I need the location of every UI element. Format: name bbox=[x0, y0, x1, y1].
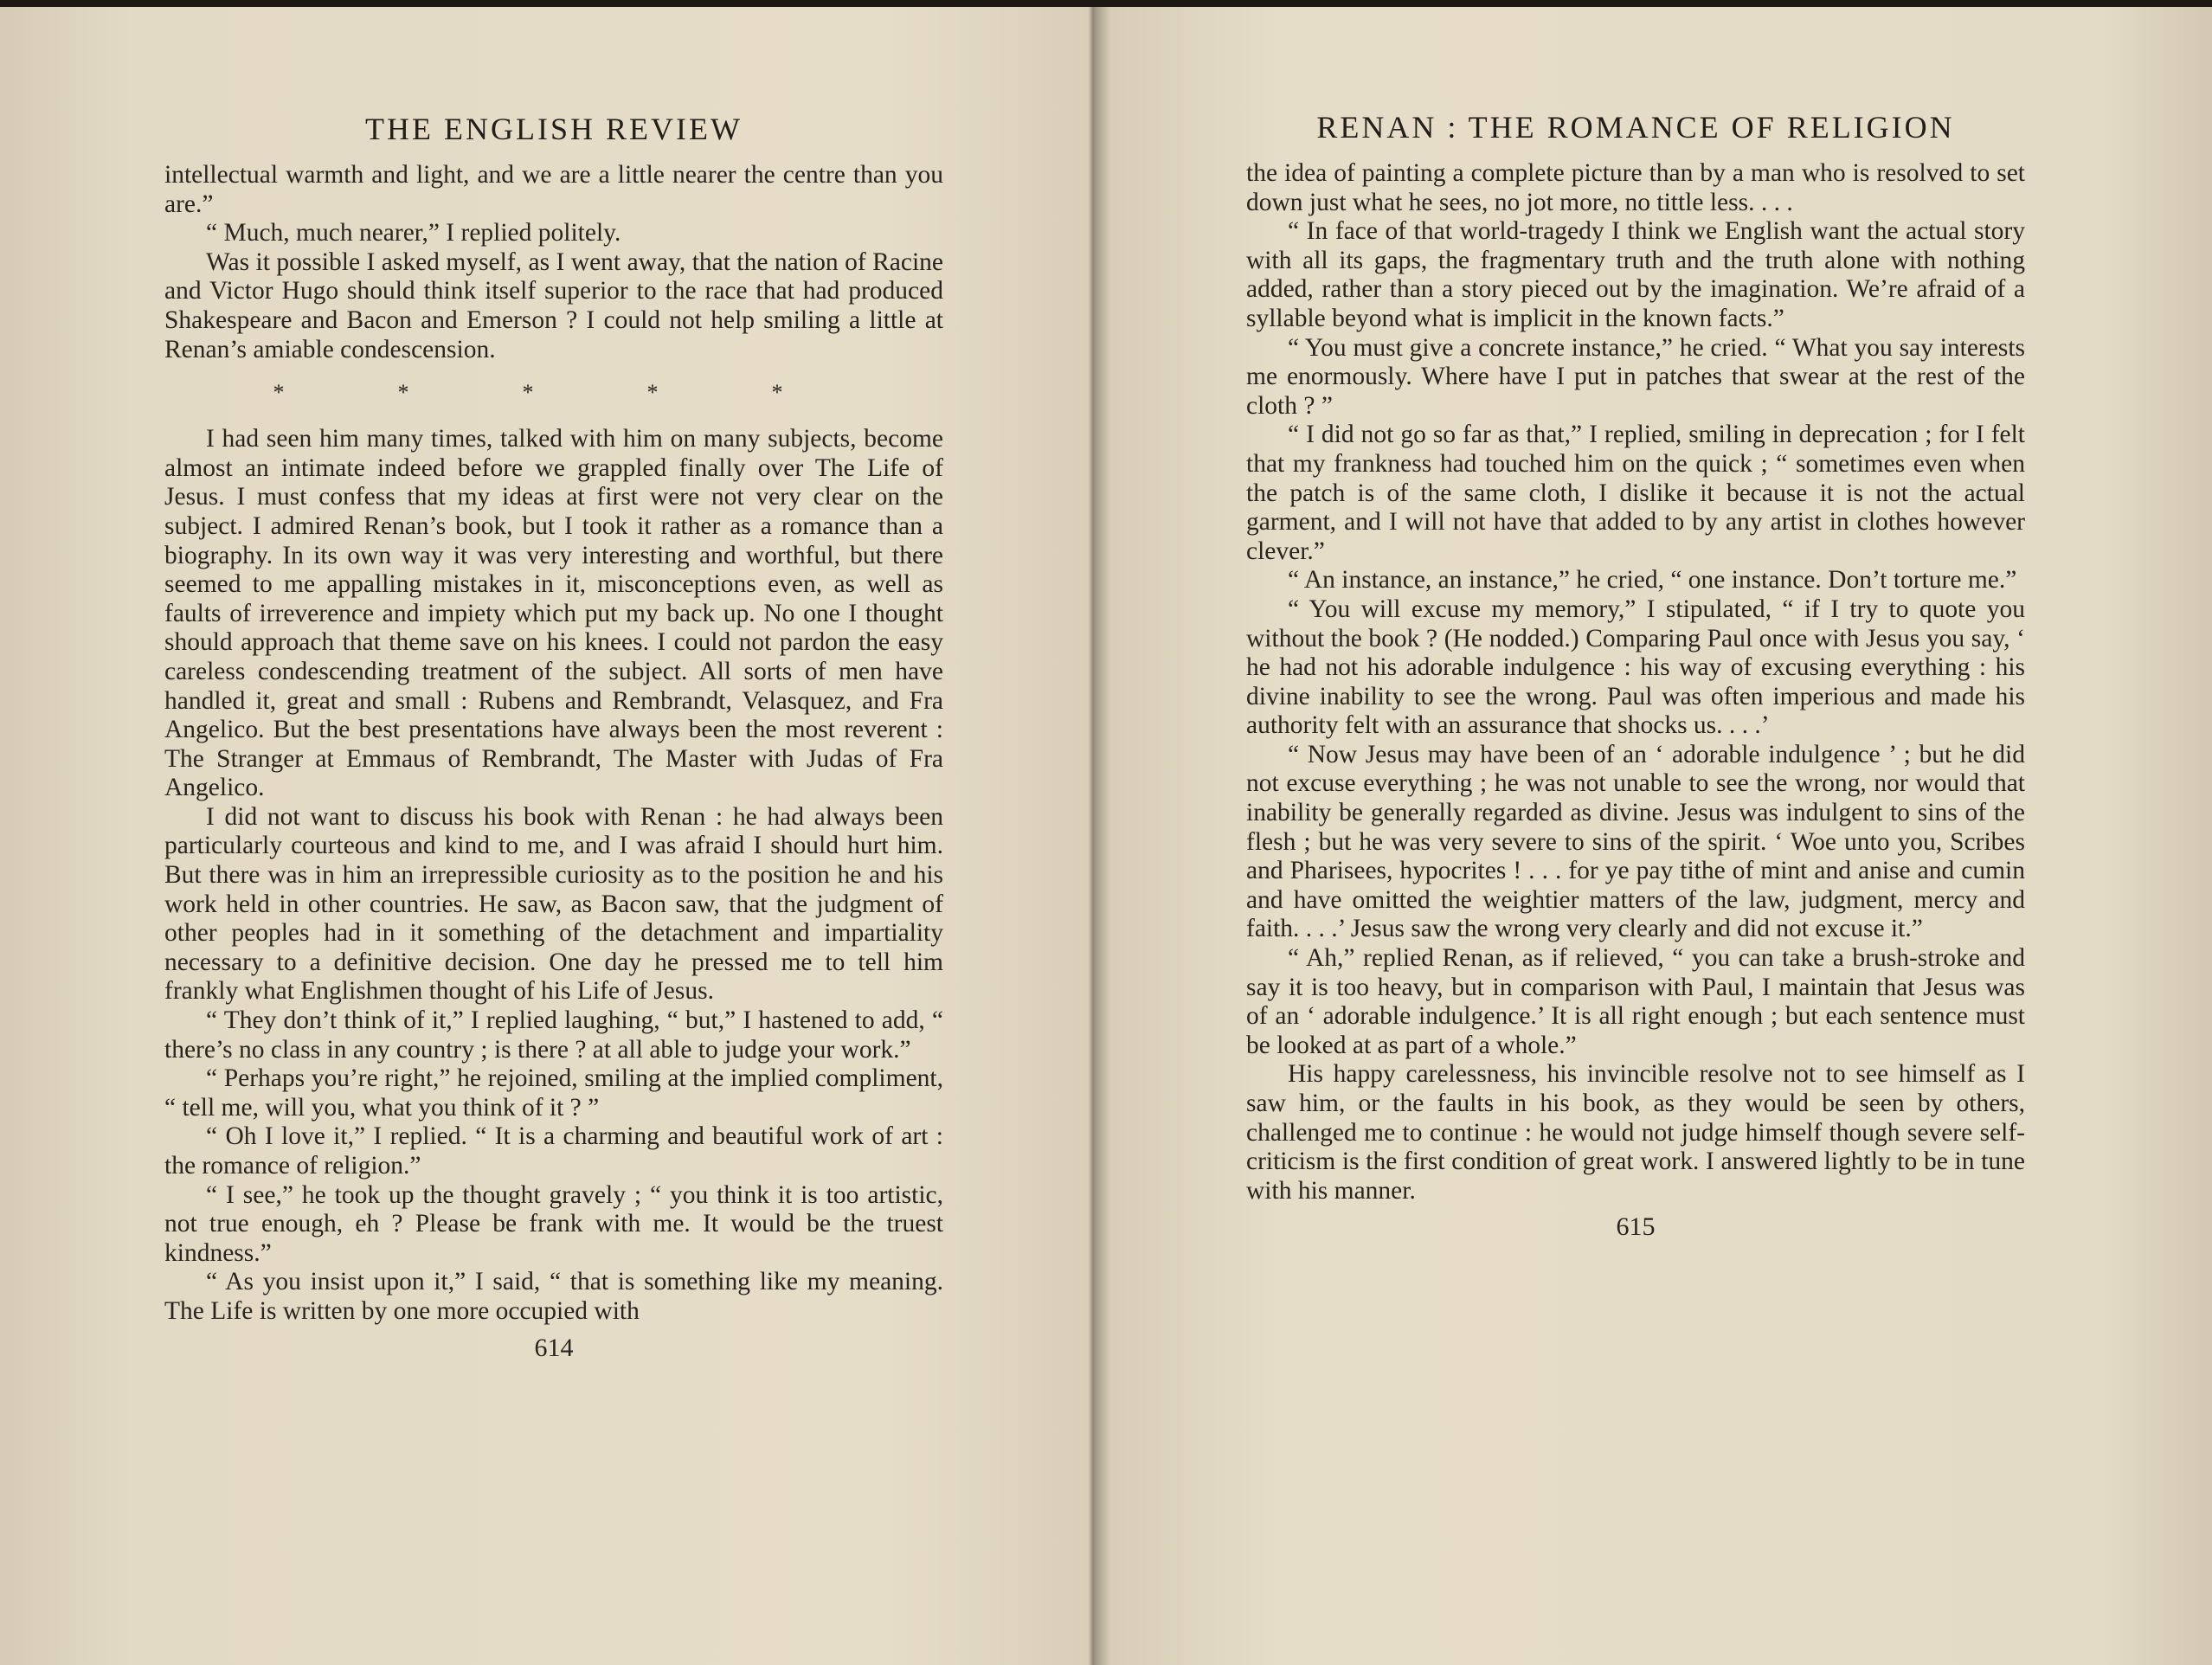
paragraph: “ An instance, an instance,” he cried, “ one instance. Don’t torture me.” bbox=[1288, 566, 2017, 595]
book-spread bbox=[0, 7, 2212, 1665]
book-gutter bbox=[1089, 7, 1097, 1665]
page-number-left: 614 bbox=[534, 1333, 574, 1362]
paragraph: “ Perhaps you’re right,” he rejoined, smiling at the implied compliment, “ tell me, will you, what you think of it ? ” bbox=[164, 1064, 943, 1122]
paragraph: “ As you insist upon it,” I said, “ that is something like my meaning. The Life is written by one more occupied with bbox=[164, 1268, 943, 1325]
paragraph: His happy carelessness, his invincible resolve not to see himself as I saw him, or the faults in his book, as they would be seen by others, challenged me to continue : he would not judge himself though severe self-criticism is the first condition of great work. I answered lightly to be in tune with his manner. bbox=[1246, 1060, 2025, 1205]
section-break-asterisks bbox=[216, 380, 839, 406]
paragraph: “ Now Jesus may have been of an ‘ adorable indulgence ’ ; but he did not excuse everything ; he was not unable to see the wrong, nor would that inability be generally regarded as divine. Jesus was indulgent to sins of the flesh ; but he was very severe to sins of the spirit. ‘ Woe unto you, Scribes and Pharisees, hypocrites ! . . . for ye pay tithe of mint and anise and cumin and have omitted the weightier matters of the law, judgment, mercy and faith. . . .’ Jesus saw the wrong very clearly and did not excuse it.” bbox=[1246, 740, 2025, 943]
asterisk: * bbox=[646, 380, 659, 406]
asterisk: * bbox=[522, 380, 534, 406]
left-page-text bbox=[164, 161, 943, 1327]
paragraph: “ You must give a concrete instance,” he cried. “ What you say interests me enormously. Where have I put in patches that swear at the rest of the cloth ? ” bbox=[1246, 333, 2025, 420]
right-page-text bbox=[1246, 159, 2025, 1205]
right-page bbox=[1246, 109, 2025, 1242]
paragraph: I had seen him many times, talked with him on many subjects, become almost an intimate indeed before we grappled finally over The Life of Jesus. I must confess that my ideas at first were not very clear on the subject. I admired Renan’s book, but I took it rather as a romance than a biography. In its own way it was very interesting and worthful, but there seemed to me appalling mistakes in it, misconceptions even, as well as faults of irreverence and impiety which put my back up. No one I thought should approach that theme save on his knees. I could not pardon the easy careless condescending treatment of the subject. All sorts of men have handled it, great and small : Rubens and Rembrandt, Velasquez, and Fra Angelico. But the best presentations have always been the most reverent : The Stranger at Emmaus of Rembrandt, The Master with Judas of Fra Angelico. bbox=[164, 425, 943, 802]
paragraph: “ You will excuse my memory,” I stipulated, “ if I try to quote you without the book ? (He nodded.) Comparing Paul once with Jesus you say, ‘ he had not his adorable indulgence : his way of excusing everything : his divine inability to see the wrong. Paul was often imperious and made his authority felt with an assurance that shocks us. . . .’ bbox=[1246, 595, 2025, 740]
running-head-right: RENAN : THE ROMANCE OF RELIGION bbox=[1316, 110, 1955, 145]
paragraph: “ Ah,” replied Renan, as if relieved, “ you can take a brush-stroke and say it is too heavy, but in comparison with Paul, I maintain that Jesus was of an ‘ adorable indulgence.’ It is all right enough ; but each sentence must be looked at as part of a whole.” bbox=[1246, 944, 2025, 1059]
asterisk: * bbox=[771, 380, 783, 406]
paragraph: “ I see,” he took up the thought gravely ; “ you think it is too artistic, not true enough, eh ? Please be frank with me. It would be the truest kindness.” bbox=[164, 1180, 943, 1267]
paragraph: “ In face of that world-tragedy I think we English want the actual story with all its gaps, the fragmentary truth and the truth alone with nothing added, rather than a story pieced out by the imagination. We’re afraid of a syllable beyond what is implicit in the known facts.” bbox=[1246, 217, 2025, 332]
asterisk: * bbox=[397, 380, 409, 406]
paragraph: “ They don’t think of it,” I replied laughing, “ but,” I hastened to add, “ there’s no class in any country ; is there ? at all able to judge your work.” bbox=[164, 1006, 943, 1064]
running-head-left: THE ENGLISH REVIEW bbox=[365, 112, 743, 146]
paragraph: Was it possible I asked myself, as I went away, that the nation of Racine and Victor Hugo should think itself superior to the race that had produced Shakespeare and Bacon and Emerson ? I could not help smiling a little at Renan’s amiable condescension. bbox=[164, 248, 943, 363]
paragraph: “ I did not go so far as that,” I replied, smiling in deprecation ; for I felt that my frankness had touched him on the quick ; “ sometimes even when the patch is of the same cloth, I dislike it because it is not the actual garment, and I will not have that added to by any artist in clothes however clever.” bbox=[1246, 421, 2025, 565]
paragraph: I did not want to discuss his book with Renan : he had always been particularly courteous and kind to me, and I was afraid I should hurt him. But there was in him an irrepressible curiosity as to the position he and his work held in other countries. He saw, as Bacon saw, that the judgment of other peoples had in it something of the detachment and impartiality necessary to a definitive decision. One day he pressed me to tell him frankly what Englishmen thought of his Life of Jesus. bbox=[164, 802, 943, 1006]
asterisk: * bbox=[273, 380, 285, 406]
left-page bbox=[164, 111, 943, 1363]
paragraph: “ Much, much nearer,” I replied politely. bbox=[206, 219, 621, 248]
paragraph: the idea of painting a complete picture than by a man who is resolved to set down just what he sees, no jot more, no tittle less. . . . bbox=[1246, 159, 2025, 216]
paragraph: “ Oh I love it,” I replied. “ It is a charming and beautiful work of art : the romance of religion.” bbox=[164, 1122, 943, 1180]
page-number-right: 615 bbox=[1616, 1212, 1656, 1242]
paragraph: intellectual warmth and light, and we are a little nearer the centre than you are.” bbox=[164, 161, 943, 218]
